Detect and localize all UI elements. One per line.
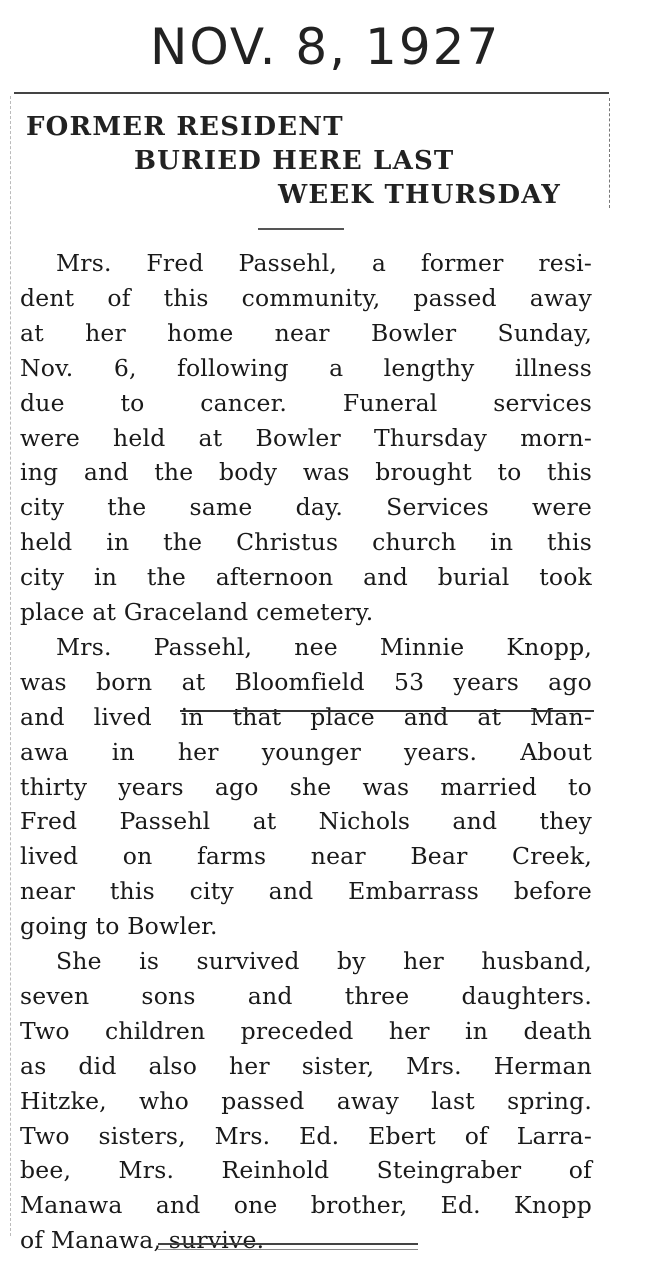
headline-divider (258, 228, 344, 230)
article-line: Mrs. Passehl, nee Minnie Knopp, (56, 632, 592, 661)
article-line: due to cancer. Funeral services (20, 388, 592, 417)
headline-line-2: BURIED HERE LAST (134, 146, 455, 176)
headline-line-3: WEEK THURSDAY (278, 180, 562, 210)
headline-line-1: FORMER RESIDENT (26, 112, 344, 142)
article-line: city in the afternoon and burial took (20, 563, 592, 592)
article-line: Nov. 6, following a lengthy illness (20, 353, 592, 382)
article-line: dent of this community, passed away (20, 283, 592, 312)
article-line: thirty years ago she was married to (20, 772, 592, 801)
article-line: Two children preceded her in death (20, 1016, 592, 1045)
article-line: going to Bowler. (20, 912, 218, 941)
article-line: Mrs. Fred Passehl, a former resi- (56, 249, 592, 277)
article-line: city the same day. Services were (20, 493, 592, 522)
article-line: and lived in that place and at Man- (20, 702, 592, 731)
article-line: awa in her younger years. About (20, 737, 592, 766)
article-line: bee, Mrs. Reinhold Steingraber of (20, 1156, 592, 1185)
article-line: Fred Passehl at Nichols and they (20, 807, 592, 836)
bottom-rule (158, 1243, 418, 1245)
article-line: as did also her sister, Mrs. Herman (20, 1051, 592, 1080)
article-line: seven sons and three daughters. (20, 981, 592, 1010)
strikethrough-mark (180, 710, 594, 712)
article-line: were held at Bowler Thursday morn- (20, 423, 592, 452)
handwritten-date: NOV. 8, 1927 (150, 18, 501, 76)
article-line: Manawa and one brother, Ed. Knopp (20, 1191, 592, 1220)
article-line: lived on farms near Bear Creek, (20, 842, 592, 871)
clipping-right-edge (609, 98, 610, 208)
article-line: near this city and Embarrass before (20, 877, 592, 906)
article-line: at her home near Bowler Sunday, (20, 318, 592, 347)
article-line: place at Graceland cemetery. (20, 598, 374, 626)
article-line: of Manawa, survive. (20, 1226, 265, 1255)
article-line: Two sisters, Mrs. Ed. Ebert of Larra- (20, 1121, 592, 1150)
clipping-left-edge (10, 96, 11, 1236)
top-rule (14, 92, 609, 94)
article-line: was born at Bloomfield 53 years ago (20, 667, 592, 696)
article-line: She is survived by her husband, (56, 947, 592, 975)
article-line: held in the Christus church in this (20, 528, 592, 557)
article-line: ing and the body was brought to this (20, 458, 592, 487)
bottom-rule-thin (158, 1249, 418, 1250)
article-line: Hitzke, who passed away last spring. (20, 1086, 592, 1115)
